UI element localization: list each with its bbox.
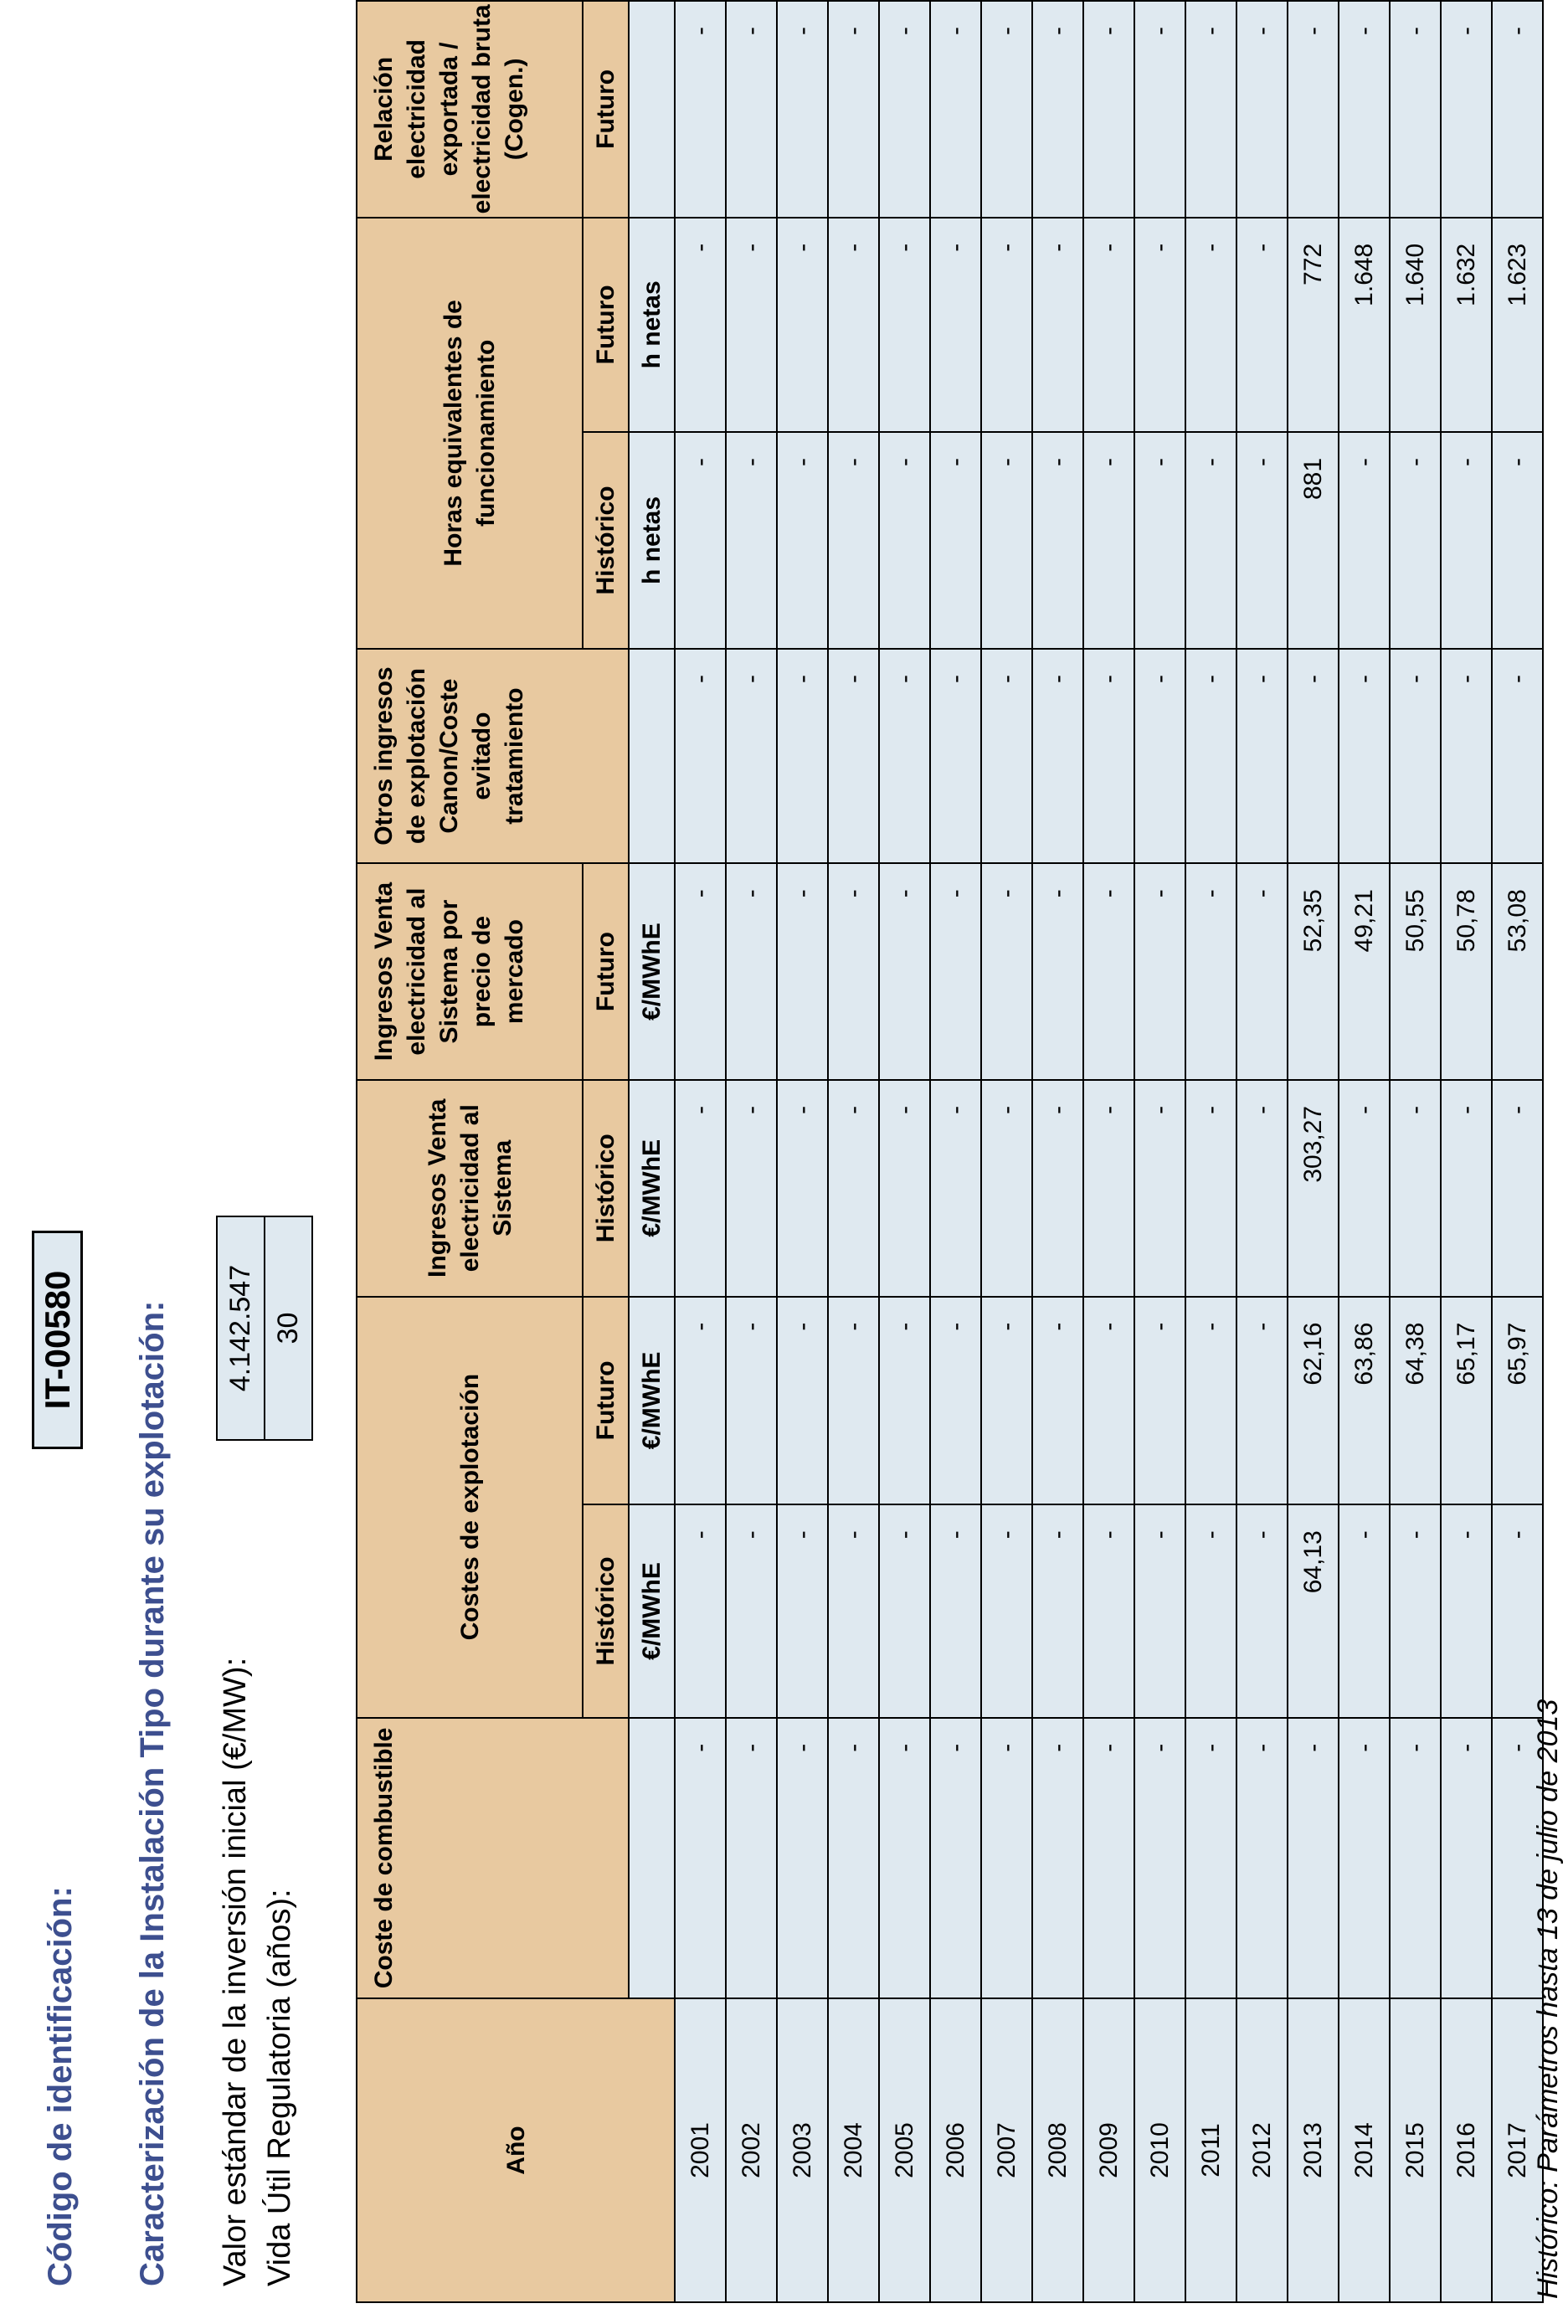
cell-sales-hist: 303,27 — [1288, 1080, 1339, 1297]
cell-sales-fut: - — [1185, 863, 1236, 1080]
cell-sales-fut: - — [828, 863, 879, 1080]
cell-sales-fut: - — [726, 863, 777, 1080]
cell-fuel: - — [777, 1718, 828, 1998]
cell-fuel: - — [930, 1718, 981, 1998]
unit-hours-fut: h netas — [629, 218, 675, 432]
table-row — [1288, 1, 1339, 2302]
sub-sales-fut: Futuro — [583, 863, 629, 1080]
table-row — [930, 1, 981, 2302]
cell-cost-fut: - — [777, 1297, 828, 1505]
cell-cost-fut: - — [1032, 1297, 1083, 1505]
cell-hours-fut: - — [930, 218, 981, 432]
code-label: Código de identificación: — [42, 1886, 79, 2286]
cell-sales-fut: - — [1083, 863, 1134, 1080]
cell-hours-hist: - — [1390, 432, 1441, 649]
cell-ratio: - — [1032, 1, 1083, 218]
cell-other: - — [726, 649, 777, 863]
cell-fuel: - — [1185, 1718, 1236, 1998]
cell-cost-fut: - — [1083, 1297, 1134, 1505]
cell-cost-fut: - — [675, 1297, 726, 1505]
cell-ratio: - — [930, 1, 981, 218]
table-row — [1441, 1, 1492, 2302]
cell-other: - — [1185, 649, 1236, 863]
cell-cost-hist: - — [1339, 1504, 1390, 1718]
table-row — [981, 1, 1032, 2302]
cell-hours-hist: - — [1185, 432, 1236, 649]
cell-other: - — [1441, 649, 1492, 863]
cell-hours-hist: - — [1236, 432, 1288, 649]
cell-other: - — [1134, 649, 1185, 863]
cell-hours-hist: - — [879, 432, 930, 649]
cell-other: - — [1288, 649, 1339, 863]
cell-fuel: - — [726, 1718, 777, 1998]
cell-hours-fut: 1.640 — [1390, 218, 1441, 432]
cell-sales-hist: - — [1236, 1080, 1288, 1297]
cell-hours-hist: - — [981, 432, 1032, 649]
cell-year: 2003 — [777, 1998, 828, 2302]
unit-sales-fut: €/MWhE — [629, 863, 675, 1080]
cell-sales-hist: - — [777, 1080, 828, 1297]
table-row — [726, 1, 777, 2302]
table-row — [828, 1, 879, 2302]
unit-ratio — [629, 1, 675, 218]
cell-cost-fut: 65,17 — [1441, 1297, 1492, 1505]
cell-cost-hist: - — [879, 1504, 930, 1718]
unit-cost-hist: €/MWhE — [629, 1504, 675, 1718]
header-sales-market: Ingresos Venta electricidad al Sistema por precio de mercado — [357, 863, 583, 1080]
footnote: Histórico: Parámetros hasta 13 de julio de 2013 — [1532, 1699, 1564, 2299]
cell-sales-fut: - — [879, 863, 930, 1080]
cell-ratio: - — [1390, 1, 1441, 218]
cell-other: - — [981, 649, 1032, 863]
cell-cost-fut: 63,86 — [1339, 1297, 1390, 1505]
cell-hours-hist: - — [828, 432, 879, 649]
cell-cost-hist: - — [930, 1504, 981, 1718]
section-title: Caracterización de la Instalación Tipo durante su explotación: — [134, 1300, 171, 2286]
cell-ratio: - — [1236, 1, 1288, 218]
cell-sales-hist: - — [1134, 1080, 1185, 1297]
cell-cost-hist: - — [1134, 1504, 1185, 1718]
cell-fuel: - — [1236, 1718, 1288, 1998]
cell-ratio: - — [1492, 1, 1543, 218]
cell-year: 2005 — [879, 1998, 930, 2302]
header-costs: Costes de explotación — [357, 1297, 583, 1718]
cell-hours-fut: - — [675, 218, 726, 432]
sub-hours-fut: Futuro — [583, 218, 629, 432]
sub-hours-hist: Histórico — [583, 432, 629, 649]
cell-cost-fut: - — [879, 1297, 930, 1505]
cell-cost-hist: - — [1185, 1504, 1236, 1718]
cell-sales-hist: - — [1492, 1080, 1543, 1297]
cell-cost-fut: - — [1134, 1297, 1185, 1505]
cell-year: 2015 — [1390, 1998, 1441, 2302]
table-row — [777, 1, 828, 2302]
sub-cost-hist: Histórico — [583, 1504, 629, 1718]
cell-hours-hist: - — [777, 432, 828, 649]
cell-other: - — [1236, 649, 1288, 863]
table-row — [1185, 1, 1236, 2302]
cell-fuel: - — [1134, 1718, 1185, 1998]
cell-sales-fut: 50,78 — [1441, 863, 1492, 1080]
table-row — [1390, 1, 1441, 2302]
cell-sales-fut: 52,35 — [1288, 863, 1339, 1080]
header-other: Otros ingresos de explotación Canon/Coste evitado tratamiento — [357, 649, 629, 863]
cell-fuel: - — [1492, 1718, 1543, 1998]
cell-sales-fut: - — [1236, 863, 1288, 1080]
table-row — [1134, 1, 1185, 2302]
cell-ratio: - — [828, 1, 879, 218]
unit-cost-fut: €/MWhE — [629, 1297, 675, 1505]
cell-sales-fut: 50,55 — [1390, 863, 1441, 1080]
cell-ratio: - — [1185, 1, 1236, 218]
cell-hours-fut: 772 — [1288, 218, 1339, 432]
cell-sales-hist: - — [828, 1080, 879, 1297]
cell-year: 2016 — [1441, 1998, 1492, 2302]
cell-cost-fut: 64,38 — [1390, 1297, 1441, 1505]
cell-ratio: - — [981, 1, 1032, 218]
cell-hours-hist: - — [1441, 432, 1492, 649]
cell-hours-hist: - — [1492, 432, 1543, 649]
unit-hours-hist: h netas — [629, 432, 675, 649]
table-row — [879, 1, 930, 2302]
code-value-box: IT-00580 — [32, 1231, 83, 1449]
table-row — [1236, 1, 1288, 2302]
cell-other: - — [1032, 649, 1083, 863]
table-body — [675, 1, 1543, 2302]
cell-hours-fut: - — [1032, 218, 1083, 432]
cell-hours-hist: - — [675, 432, 726, 649]
cell-hours-hist: - — [1032, 432, 1083, 649]
cell-year: 2001 — [675, 1998, 726, 2302]
cell-fuel: - — [981, 1718, 1032, 1998]
cell-hours-fut: - — [1083, 218, 1134, 432]
cell-ratio: - — [1083, 1, 1134, 218]
parameters-table — [356, 0, 1544, 2303]
cell-year: 2012 — [1236, 1998, 1288, 2302]
cell-fuel: - — [1288, 1718, 1339, 1998]
cell-hours-fut: - — [828, 218, 879, 432]
header-fuel: Coste de combustible — [357, 1718, 629, 1998]
cell-cost-hist: - — [675, 1504, 726, 1718]
cell-year: 2009 — [1083, 1998, 1134, 2302]
cell-year: 2013 — [1288, 1998, 1339, 2302]
cell-sales-hist: - — [1339, 1080, 1390, 1297]
cell-sales-fut: - — [1032, 863, 1083, 1080]
cell-other: - — [1083, 649, 1134, 863]
cell-fuel: - — [1083, 1718, 1134, 1998]
cell-hours-hist: - — [1339, 432, 1390, 649]
cell-year: 2014 — [1339, 1998, 1390, 2302]
sub-ratio-fut: Futuro — [583, 1, 629, 218]
cell-sales-hist: - — [981, 1080, 1032, 1297]
cell-other: - — [1339, 649, 1390, 863]
cell-sales-fut: - — [930, 863, 981, 1080]
cell-hours-fut: - — [1236, 218, 1288, 432]
table-row — [675, 1, 726, 2302]
cell-cost-hist: 64,13 — [1288, 1504, 1339, 1718]
cell-ratio: - — [726, 1, 777, 218]
cell-hours-fut: - — [1134, 218, 1185, 432]
cell-other: - — [930, 649, 981, 863]
cell-other: - — [777, 649, 828, 863]
cell-cost-hist: - — [981, 1504, 1032, 1718]
cell-hours-hist: - — [726, 432, 777, 649]
cell-cost-hist: - — [1083, 1504, 1134, 1718]
cell-other: - — [1492, 649, 1543, 863]
cell-sales-fut: - — [777, 863, 828, 1080]
cell-fuel: - — [1441, 1718, 1492, 1998]
sub-cost-fut: Futuro — [583, 1297, 629, 1505]
unit-fuel — [629, 1718, 675, 1998]
cell-other: - — [1390, 649, 1441, 863]
cell-cost-fut: - — [981, 1297, 1032, 1505]
cell-cost-fut: 65,97 — [1492, 1297, 1543, 1505]
inversion-label: Valor estándar de la inversión inicial (€/MW): — [218, 1657, 253, 2286]
cell-hours-hist: - — [930, 432, 981, 649]
unit-sales-hist: €/MWhE — [629, 1080, 675, 1297]
cell-hours-fut: - — [879, 218, 930, 432]
cell-cost-fut: - — [930, 1297, 981, 1505]
sub-sales-hist: Histórico — [583, 1080, 629, 1297]
cell-cost-hist: - — [1492, 1504, 1543, 1718]
cell-hours-fut: - — [726, 218, 777, 432]
header-sales: Ingresos Venta electricidad al Sistema — [357, 1080, 583, 1297]
cell-cost-fut: - — [1236, 1297, 1288, 1505]
table-row — [1032, 1, 1083, 2302]
cell-ratio: - — [777, 1, 828, 218]
cell-year: 2017 — [1492, 1998, 1543, 2302]
cell-hours-hist: - — [1083, 432, 1134, 649]
cell-year: 2004 — [828, 1998, 879, 2302]
cell-cost-hist: - — [828, 1504, 879, 1718]
cell-fuel: - — [879, 1718, 930, 1998]
cell-year: 2006 — [930, 1998, 981, 2302]
cell-cost-fut: - — [1185, 1297, 1236, 1505]
cell-sales-hist: - — [930, 1080, 981, 1297]
cell-sales-hist: - — [1185, 1080, 1236, 1297]
cell-sales-fut: 53,08 — [1492, 863, 1543, 1080]
cell-other: - — [879, 649, 930, 863]
cell-cost-hist: - — [1032, 1504, 1083, 1718]
cell-year: 2011 — [1185, 1998, 1236, 2302]
cell-sales-hist: - — [1441, 1080, 1492, 1297]
cell-sales-hist: - — [1032, 1080, 1083, 1297]
cell-cost-hist: - — [726, 1504, 777, 1718]
cell-ratio: - — [1288, 1, 1339, 218]
cell-hours-fut: 1.632 — [1441, 218, 1492, 432]
cell-other: - — [675, 649, 726, 863]
cell-cost-hist: - — [777, 1504, 828, 1718]
cell-hours-fut: - — [981, 218, 1032, 432]
cell-year: 2007 — [981, 1998, 1032, 2302]
cell-cost-hist: - — [1236, 1504, 1288, 1718]
cell-sales-fut: 49,21 — [1339, 863, 1390, 1080]
cell-year: 2002 — [726, 1998, 777, 2302]
unit-other — [629, 649, 675, 863]
cell-fuel: - — [675, 1718, 726, 1998]
cell-year: 2008 — [1032, 1998, 1083, 2302]
cell-ratio: - — [1134, 1, 1185, 218]
cell-cost-hist: - — [1390, 1504, 1441, 1718]
cell-ratio: - — [1339, 1, 1390, 218]
cell-ratio: - — [675, 1, 726, 218]
cell-hours-hist: 881 — [1288, 432, 1339, 649]
cell-hours-fut: 1.623 — [1492, 218, 1543, 432]
header-ratio: Relación electricidad exportada / electricidad bruta (Cogen.) — [357, 1, 583, 218]
cell-cost-fut: 62,16 — [1288, 1297, 1339, 1505]
table-row — [1083, 1, 1134, 2302]
cell-fuel: - — [1032, 1718, 1083, 1998]
inversion-value: 4.142.547 — [224, 1264, 256, 1392]
cell-hours-fut: - — [1185, 218, 1236, 432]
header-year: Año — [357, 1998, 675, 2302]
cell-sales-hist: - — [675, 1080, 726, 1297]
cell-fuel: - — [1339, 1718, 1390, 1998]
cell-hours-hist: - — [1134, 432, 1185, 649]
cell-hours-fut: - — [777, 218, 828, 432]
cell-year: 2010 — [1134, 1998, 1185, 2302]
cell-sales-fut: - — [675, 863, 726, 1080]
cell-ratio: - — [1441, 1, 1492, 218]
cell-sales-hist: - — [1390, 1080, 1441, 1297]
cell-cost-fut: - — [828, 1297, 879, 1505]
cell-sales-fut: - — [1134, 863, 1185, 1080]
cell-cost-fut: - — [726, 1297, 777, 1505]
cell-sales-hist: - — [1083, 1080, 1134, 1297]
cell-fuel: - — [1390, 1718, 1441, 1998]
cell-sales-hist: - — [726, 1080, 777, 1297]
cell-cost-hist: - — [1441, 1504, 1492, 1718]
cell-ratio: - — [879, 1, 930, 218]
cell-hours-fut: 1.648 — [1339, 218, 1390, 432]
vida-label: Vida Útil Regulatoria (años): — [262, 1889, 297, 2286]
cell-sales-hist: - — [879, 1080, 930, 1297]
header-hours: Horas equivalentes de funcionamiento — [357, 218, 583, 649]
cell-other: - — [828, 649, 879, 863]
params-box — [216, 1216, 313, 1441]
table-row — [1339, 1, 1390, 2302]
vida-value: 30 — [264, 1217, 311, 1439]
cell-fuel: - — [828, 1718, 879, 1998]
cell-sales-fut: - — [981, 863, 1032, 1080]
